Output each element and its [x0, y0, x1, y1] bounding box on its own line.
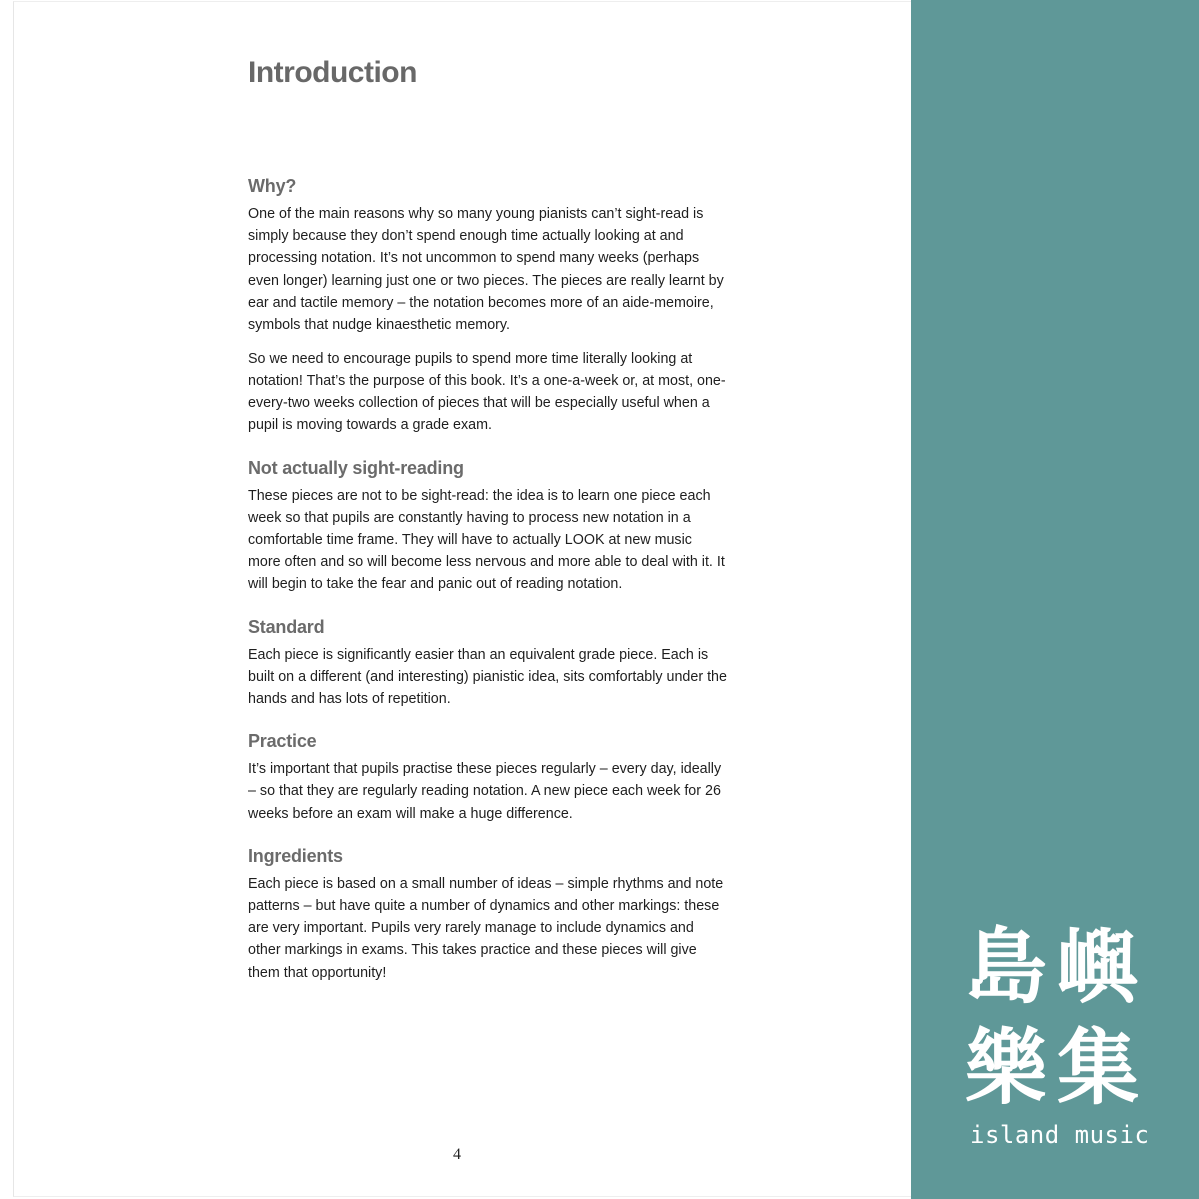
section-heading: Not actually sight-reading — [248, 457, 464, 478]
section-paragraph: One of the main reasons why so many young pianists can’t sight-read is simply because they don’t spend enough time actually looking at and processing notation. It’s not uncommon to spend many weeks (perhaps even longer) learning just one or two pieces. The pieces are really learnt by ear and tactile memory – the notation becomes more of an aide-memoire, symbols that nudge kinaesthetic memory. — [248, 206, 724, 334]
section-practice — [248, 730, 728, 825]
book-page — [13, 1, 911, 1197]
section-heading: Standard — [248, 616, 325, 637]
logo-char-music: 樂 — [965, 1021, 1048, 1116]
section-standard — [248, 616, 728, 711]
logo-char-collection: 集 — [1057, 1021, 1140, 1116]
section-not-sight-reading — [248, 457, 728, 596]
sections-container — [248, 175, 728, 984]
section-paragraph: So we need to encourage pupils to spend more time literally looking at notation! That’s the purpose of this book. It’s a one-a-week or, at most, one-every-two weeks collection of pieces that will be especially useful when a pupil is moving towards a grade exam. — [248, 350, 726, 434]
island-music-logo — [965, 920, 1150, 1155]
section-why — [248, 175, 728, 437]
section-heading: Practice — [248, 731, 317, 752]
section-heading: Ingredients — [248, 845, 343, 866]
logo-char-islet: 嶼 — [1057, 920, 1140, 1015]
page-title: Introduction — [248, 56, 417, 89]
section-paragraph: It’s important that pupils practise these pieces regularly – every day, ideally – so that they are regularly reading notation. A new piece each week for 26 weeks before an exam will make a huge difference. — [248, 761, 722, 822]
section-heading: Why? — [248, 176, 297, 196]
section-paragraph: These pieces are not to be sight-read: the idea is to learn one piece each week so that pupils are constantly having to process new notation in a comfortable time frame. They will have to actually LOOK at new music more often and so will become less nervous and more able to deal with it. It will begin to take the fear and panic out of reading notation. — [248, 487, 725, 593]
section-paragraph: Each piece is based on a small number of ideas – simple rhythms and note patterns – but have quite a number of dynamics and other markings: these are very important. Pupils very rarely manage to include dynamics and other markings in exams. This takes practice and these pieces will give them that opportunity! — [248, 875, 724, 981]
page-number: 4 — [453, 1146, 461, 1163]
section-paragraph: Each piece is significantly easier than an equivalent grade piece. Each is built on a different (and interesting) pianistic idea, sits comfortably under the hands and has lots of repetition. — [248, 646, 727, 707]
logo-char-island: 島 — [965, 920, 1048, 1015]
section-ingredients — [248, 845, 728, 984]
logo-wordmark: island music — [970, 1121, 1150, 1149]
